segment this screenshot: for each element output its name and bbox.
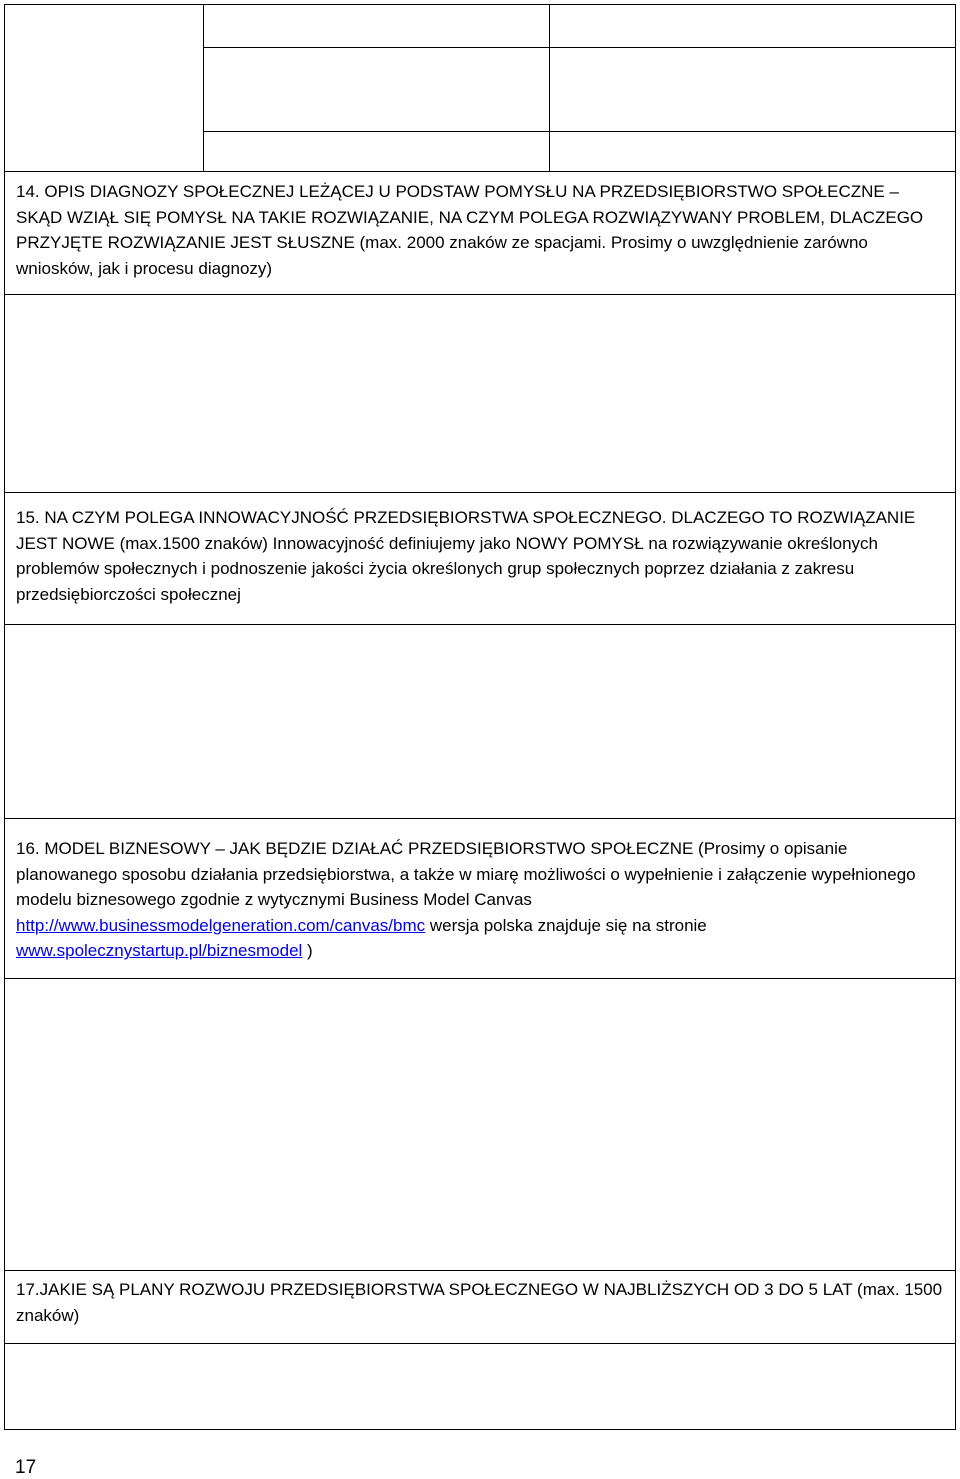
grid-divider	[203, 5, 204, 171]
section-16-question	[16, 836, 944, 964]
section-16-answer-field[interactable]	[5, 978, 955, 1272]
top-table-grid	[4, 4, 956, 172]
section-16	[4, 818, 956, 1271]
section-16-text-a: 16. MODEL BIZNESOWY – JAK BĘDZIE DZIAŁAĆ PRZEDSIĘBIORSTWO SPOŁECZNE (Prosimy o opisanie planowanego sposobu działania przedsiębiorstwa, a także w miarę możliwości o wypełnienie i załączenie wypełnionego modelu biznesowego zgodnie z wytycznymi Business Model Canvas	[16, 839, 916, 910]
bmc-link[interactable]: http://www.businessmodelgeneration.com/canvas/bmc	[16, 915, 426, 935]
section-14-question: 14. OPIS DIAGNOZY SPOŁECZNEJ LEŻĄCEJ U PODSTAW POMYSŁU NA PRZEDSIĘBIORSTWO SPOŁECZNE – SKĄD WZIĄŁ SIĘ POMYSŁ NA TAKIE ROZWIĄZANIE, NA CZYM POLEGA ROZWIĄZYWANY PROBLEM, DLACZEGO PRZYJĘTE ROZWIĄZANIE JEST SŁUSZNE (max. 2000 znaków ze spacjami. Prosimy o uwzględnienie zarówno wniosków, jak i procesu diagnozy)	[16, 182, 924, 278]
section-17-question: 17.JAKIE SĄ PLANY ROZWOJU PRZEDSIĘBIORSTWA SPOŁECZNEGO W NAJBLIŻSZYCH OD 3 DO 5 LAT (max. 1500 znaków)	[16, 1280, 943, 1325]
grid-divider	[203, 47, 955, 48]
grid-divider	[549, 5, 550, 171]
section-15-answer-field[interactable]	[5, 624, 955, 820]
grid-divider	[203, 131, 955, 132]
section-17-answer-field[interactable]	[5, 1343, 955, 1431]
section-15	[4, 492, 956, 819]
spolecznystartup-link[interactable]: www.spolecznystartup.pl/biznesmodel	[16, 941, 303, 961]
page-number: 17	[15, 1457, 37, 1478]
section-16-text-c: )	[302, 941, 313, 961]
section-16-text-b: wersja polska znajduje się na stronie	[425, 915, 707, 935]
section-14-answer-field[interactable]	[5, 294, 955, 494]
section-17	[4, 1270, 956, 1430]
section-15-question: 15. NA CZYM POLEGA INNOWACYJNOŚĆ PRZEDSIĘBIORSTWA SPOŁECZNEGO. DLACZEGO TO ROZWIĄZANIE JEST NOWE (max.1500 znaków) Innowacyjność definiujemy jako NOWY POMYSŁ na rozwiązywanie określonych problemów społecznych i podnoszenie jakości życia określonych grup społecznych poprzez działania z zakresu przedsiębiorczości społecznej	[16, 508, 916, 604]
section-14	[4, 171, 956, 493]
